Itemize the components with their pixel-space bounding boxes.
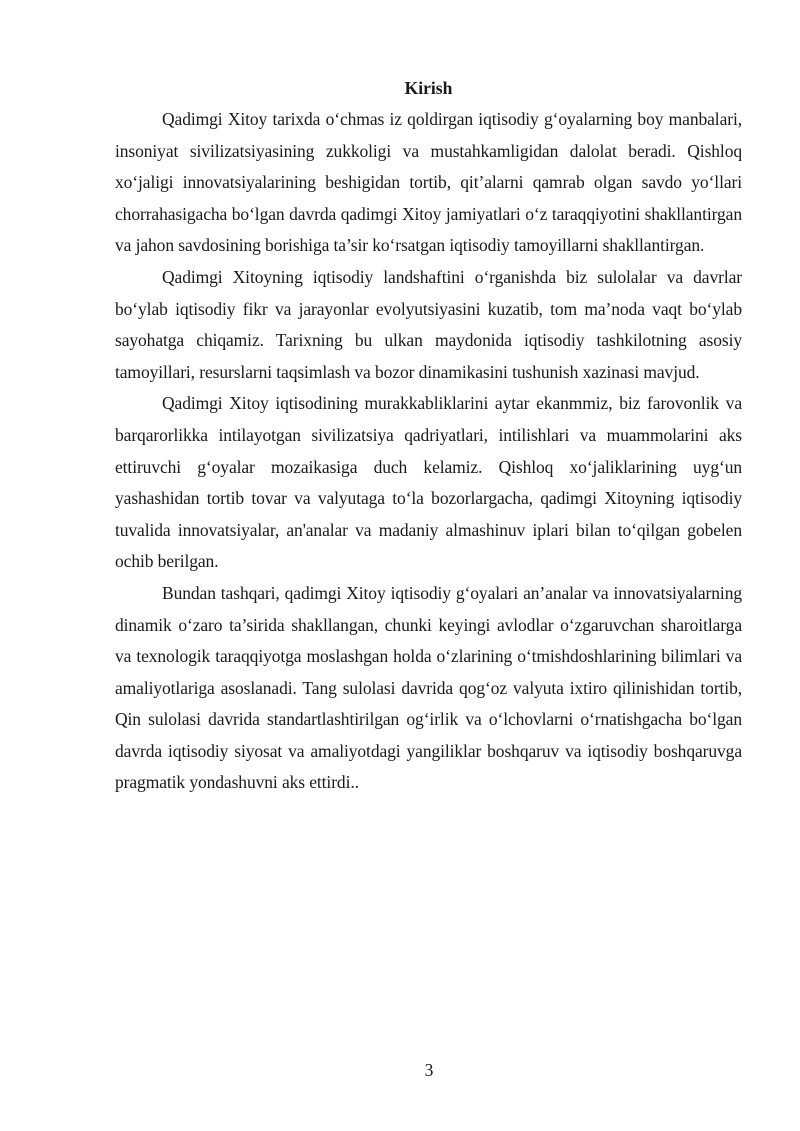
page-number: 3 xyxy=(424,1060,434,1080)
paragraph-1: Qadimgi Xitoy tarixda o‘chmas iz qoldirgan iqtisodiy g‘oyalarning boy manbalari, insoniyat sivilizatsiyasining zukkoligi va mustahkamligidan dalolat beradi. Qishloq xo‘jaligi innovatsiyalarining beshigidan tortib, qit’alarni qamrab olgan savdo yo‘llari chorrahasigacha bo‘lgan davrda qadimgi Xitoy jamiyatlari o‘z taraqqiyotini shakllantirgan va jahon savdosining borishiga ta’sir ko‘rsatgan iqtisodiy tamoyillarni shakllantirgan. xyxy=(115,109,742,256)
document-body xyxy=(115,72,742,799)
paragraph-2: Qadimgi Xitoyning iqtisodiy landshaftini o‘rganishda biz sulolalar va davrlar bo‘ylab iqtisodiy fikr va jarayonlar evolyutsiyasini kuzatib, tom ma’noda vaqt bo‘ylab sayohatga chiqamiz. Tarixning bu ulkan maydonida iqtisodiy tashkilotning asosiy tamoyillari, resurslarni taqsimlash va bozor dinamikasini tushunish xazinasi mavjud. xyxy=(115,266,742,382)
paragraph-4: Bundan tashqari, qadimgi Xitoy iqtisodiy g‘oyalari an’analar va innovatsiyalarning dinamik o‘zaro ta’sirida shakllangan, chunki keyingi avlodlar o‘zgaruvchan sharoitlarga va texnologik taraqqiyotga moslashgan holda o‘zlarining o‘tmishdoshlarining bilimlari va amaliyotlariga asoslanadi. Tang sulolasi davrida qog‘oz valyuta ixtiro qilinishidan tortib, Qin sulolasi davrida standartlashtirilgan og‘irlik va o‘lchovlarni o‘rnatishgacha bo‘lgan davrda iqtisodiy siyosat va amaliyotdagi yangiliklar boshqaruv va iqtisodiy boshqaruvga pragmatik yondashuvni aks ettirdi.. xyxy=(115,582,742,793)
paragraph-3: Qadimgi Xitoy iqtisodining murakkabliklarini aytar ekanmmiz, biz farovonlik va barqarorlikka intilayotgan sivilizatsiya qadriyatlari, intilishlari va muammolarini aks ettiruvchi g‘oyalar mozaikasiga duch kelamiz. Qishloq xo‘jaliklarining uyg‘un yashashidan tortib tovar va valyutaga to‘la bozorlargacha, qadimgi Xitoyning iqtisodiy tuvalida innovatsiyalar, an'analar va madaniy almashinuv iplari bilan to‘qilgan gobelen ochib berilgan. xyxy=(115,393,742,572)
section-title: Kirish xyxy=(404,78,453,98)
